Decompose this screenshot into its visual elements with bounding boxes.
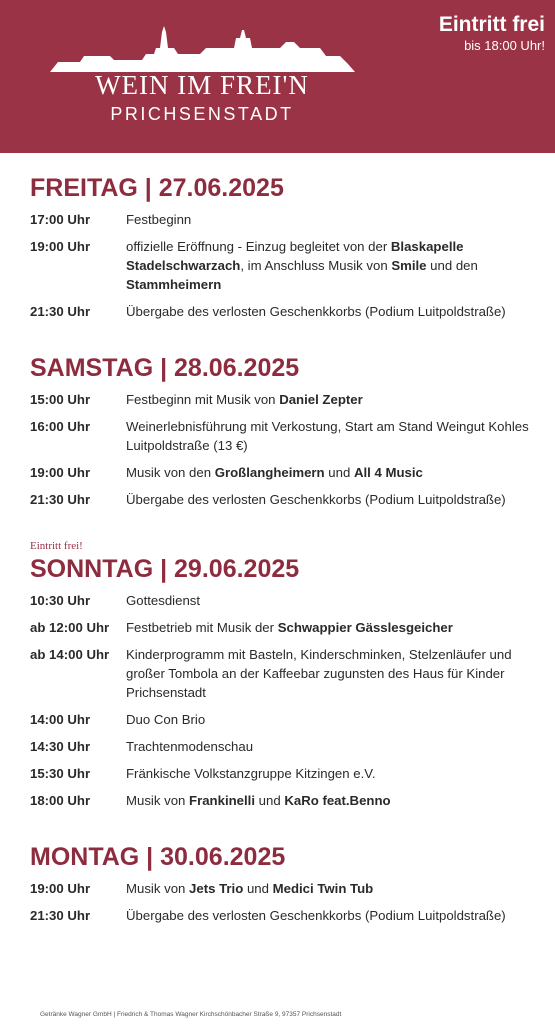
description-text: Übergabe des verlosten Geschenkkorbs (Podium Luitpoldstraße)	[126, 908, 506, 923]
performer-name: Jets Trio	[189, 881, 244, 896]
event-description	[126, 737, 530, 756]
event-time: 10:30 Uhr	[30, 593, 91, 608]
event-time: 19:00 Uhr	[30, 881, 91, 896]
description-text: Weinerlebnisführung mit Verkostung, Start am Stand Weingut Kohles Luitpoldstraße (13 €)	[126, 419, 529, 453]
event-description	[126, 645, 530, 702]
description-text: und	[243, 881, 273, 896]
event-time: ab 14:00 Uhr	[30, 647, 110, 662]
schedule-row	[30, 737, 530, 756]
description-text: Festbeginn mit Musik von	[126, 392, 280, 407]
performer-name: Schwappier Gässlesgeicher	[277, 620, 453, 635]
event-description	[126, 302, 530, 321]
event-description	[126, 390, 530, 409]
event-description	[126, 591, 530, 610]
event-time: ab 12:00 Uhr	[30, 620, 110, 635]
schedule-row	[30, 618, 530, 637]
day-section	[30, 841, 530, 925]
event-time: 16:00 Uhr	[30, 419, 91, 434]
performer-name: Daniel Zepter	[279, 392, 363, 407]
schedule-row	[30, 710, 530, 729]
description-text: Fränkische Volkstanzgruppe Kitzingen e.V.	[126, 766, 376, 781]
logo-subtitle: PRICHSENSTADT	[110, 104, 294, 124]
day-section	[30, 540, 530, 810]
schedule-row	[30, 210, 530, 229]
description-text: Übergabe des verlosten Geschenkkorbs (Podium Luitpoldstraße)	[126, 492, 506, 507]
description-text: Übergabe des verlosten Geschenkkorbs (Podium Luitpoldstraße)	[126, 304, 506, 319]
performer-name: Stammheimern	[126, 277, 222, 292]
schedule-row	[30, 645, 530, 702]
description-text: Kinderprogramm mit Basteln, Kinderschminken, Stelzenläufer und großer Tombola an der Kaffeebar zugunsten des Haus für Kinder Prichsenstadt	[126, 647, 512, 700]
event-time: 19:00 Uhr	[30, 239, 91, 254]
schedule-row	[30, 390, 530, 409]
schedule-row	[30, 906, 530, 925]
event-time: 17:00 Uhr	[30, 212, 91, 227]
entry-main-text: Eintritt frei	[438, 13, 545, 36]
description-text: und	[324, 465, 354, 480]
event-time: 21:30 Uhr	[30, 304, 91, 319]
performer-name: All 4 Music	[353, 465, 423, 480]
event-description	[126, 237, 530, 294]
schedule	[30, 172, 530, 956]
description-text: Musik von den	[126, 465, 215, 480]
day-heading: SONNTAG | 29.06.2025	[30, 555, 300, 583]
entry-sub-text: bis 18:00 Uhr!	[464, 38, 545, 53]
event-description	[126, 906, 530, 925]
schedule-row	[30, 490, 530, 509]
event-time: 21:30 Uhr	[30, 908, 91, 923]
performer-name: Medici Twin Tub	[272, 881, 374, 896]
day-section	[30, 352, 530, 509]
performer-name: Smile	[391, 258, 427, 273]
description-text: und den	[426, 258, 478, 273]
event-time: 19:00 Uhr	[30, 465, 91, 480]
day-heading: MONTAG | 30.06.2025	[30, 843, 286, 871]
description-text: Festbetrieb mit Musik der	[126, 620, 278, 635]
schedule-row	[30, 764, 530, 783]
entry-notice	[439, 12, 545, 54]
event-description	[126, 879, 530, 898]
footer-imprint: Getränke Wagner GmbH | Friedrich & Thomas Wagner Kirchschönbacher Straße 9, 97357 Prichsenstadt	[40, 1011, 342, 1018]
day-heading: SAMSTAG | 28.06.2025	[30, 354, 300, 382]
performer-name: Großlangheimern	[214, 465, 325, 480]
performer-name: KaRo feat.Benno	[284, 793, 391, 808]
description-text: Festbeginn	[126, 212, 192, 227]
schedule-row	[30, 463, 530, 482]
event-time: 14:30 Uhr	[30, 739, 91, 754]
description-text: , im Anschluss Musik von	[240, 258, 392, 273]
performer-name: Frankinelli	[189, 793, 255, 808]
event-time: 18:00 Uhr	[30, 793, 91, 808]
description-text: Gottesdienst	[126, 593, 201, 608]
event-description	[126, 463, 530, 482]
event-time: 15:30 Uhr	[30, 766, 91, 781]
logo-title: WEIN IM FREI'N	[95, 70, 309, 100]
schedule-row	[30, 417, 530, 455]
town-skyline-icon	[50, 26, 355, 72]
event-description	[126, 210, 530, 229]
schedule-row	[30, 791, 530, 810]
event-time: 14:00 Uhr	[30, 712, 91, 727]
free-entry-badge: Eintritt frei!	[30, 540, 83, 552]
description-text: und	[255, 793, 285, 808]
event-description	[126, 618, 530, 637]
performer-name: Blaskapelle Stadelschwarzach	[126, 239, 464, 273]
description-text: Musik von	[126, 881, 190, 896]
event-description	[126, 490, 530, 509]
description-text: offizielle Eröffnung - Einzug begleitet von der	[126, 239, 391, 254]
event-description	[126, 710, 530, 729]
schedule-row	[30, 591, 530, 610]
schedule-row	[30, 302, 530, 321]
day-section	[30, 172, 530, 321]
schedule-row	[30, 879, 530, 898]
header-banner	[0, 0, 555, 153]
event-time: 15:00 Uhr	[30, 392, 91, 407]
description-text: Musik von	[126, 793, 190, 808]
day-heading: FREITAG | 27.06.2025	[30, 174, 284, 202]
description-text: Duo Con Brio	[126, 712, 206, 727]
event-description	[126, 417, 530, 455]
description-text: Trachtenmodenschau	[126, 739, 254, 754]
event-description	[126, 764, 530, 783]
event-description	[126, 791, 530, 810]
schedule-row	[30, 237, 530, 294]
event-time: 21:30 Uhr	[30, 492, 91, 507]
